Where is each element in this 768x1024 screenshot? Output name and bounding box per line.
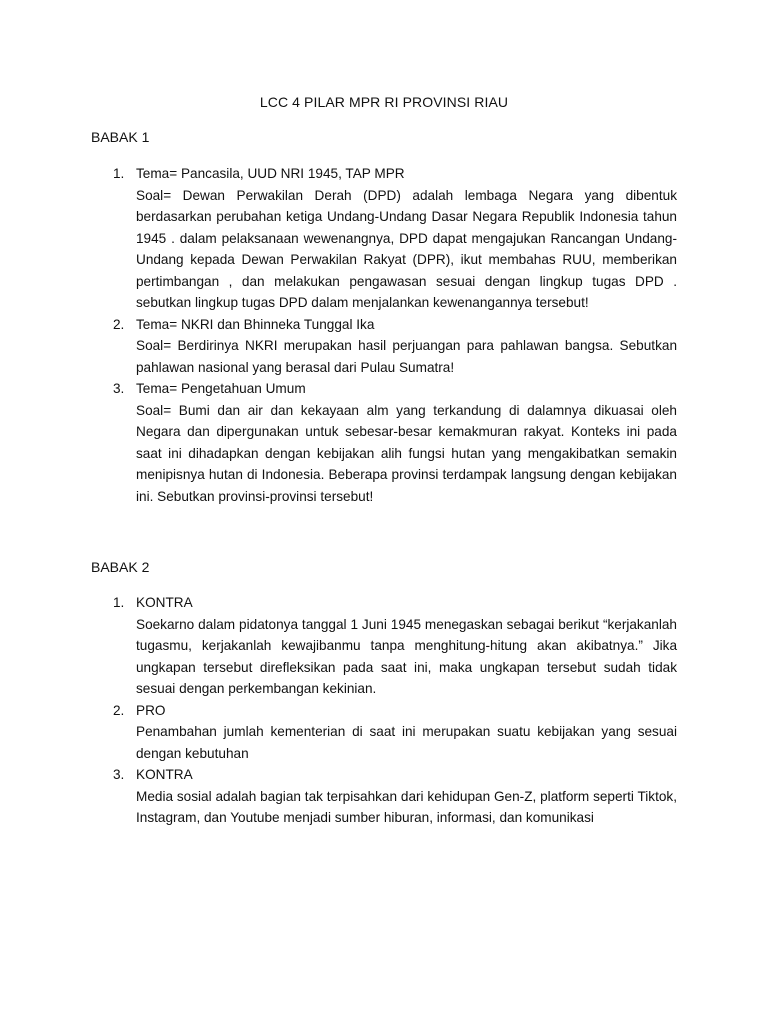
- item-motion: Media sosial adalah bagian tak terpisahkan dari kehidupan Gen-Z, platform seperti Tiktok, Instagram, dan Youtube menjadi sumber hiburan, informasi, dan komunikasi: [136, 788, 677, 825]
- list-item: [91, 163, 677, 314]
- item-position: KONTRA: [136, 767, 193, 782]
- item-theme: Tema= Pancasila, UUD NRI 1945, TAP MPR: [136, 166, 405, 181]
- item-theme: Tema= Pengetahuan Umum: [136, 381, 306, 396]
- item-question: Soal= Berdirinya NKRI merupakan hasil perjuangan para pahlawan bangsa. Sebutkan pahlawan nasional yang berasal dari Pulau Sumatra!: [136, 338, 677, 375]
- section-heading-babak-2: BABAK 2: [91, 559, 150, 575]
- item-number: 2.: [113, 702, 125, 718]
- item-question: Soal= Dewan Perwakilan Derah (DPD) adalah lembaga Negara yang dibentuk berdasarkan perubahan ketiga Undang-Undang Dasar Negara Republik Indonesia tahun 1945 . dalam pelaksanaan wewenangnya, DPD dapat mengajukan Rancangan Undang-Undang kepada Dewan Perwakilan Rakyat (DPR), ikut membahas RUU, memberikan pertimbangan , dan melakukan pengawasan sesuai dengan lingkup tugas DPD . sebutkan lingkup tugas DPD dalam menjalankan kewenangannya tersebut!: [136, 187, 677, 310]
- item-motion: Soekarno dalam pidatonya tanggal 1 Juni 1945 menegaskan sebagai berikut “kerjakanlah tugasmu, kerjakanlah kewajibanmu tanpa menghitung-hitung akan akibatnya.” Jika ungkapan tersebut direfleksikan pada saat ini, maka ungkapan tersebut sudah tidak sesuai dengan perkembangan kekinian.: [136, 616, 677, 696]
- babak-1-question-list: [91, 163, 677, 507]
- list-item: [91, 700, 677, 765]
- item-number: 3.: [113, 767, 125, 782]
- item-number: 1.: [113, 166, 125, 181]
- babak-2-motion-list: [91, 592, 677, 829]
- item-number: 1.: [113, 595, 125, 610]
- item-number: 2.: [113, 316, 125, 332]
- list-item: [91, 592, 677, 700]
- item-number: 3.: [113, 381, 125, 396]
- item-motion: Penambahan jumlah kementerian di saat ini merupakan suatu kebijakan yang sesuai dengan kebutuhan: [136, 724, 677, 761]
- section-heading-babak-1: BABAK 1: [91, 129, 150, 145]
- item-position: KONTRA: [136, 595, 193, 610]
- item-theme: Tema= NKRI dan Bhinneka Tunggal Ika: [136, 316, 375, 332]
- list-item: [91, 378, 677, 507]
- item-position: PRO: [136, 702, 166, 718]
- list-item: [91, 314, 677, 379]
- item-question: Soal= Bumi dan air dan kekayaan alm yang terkandung di dalamnya dikuasai oleh Negara dan dipergunakan untuk sebesar-besar kemakmuran rakyat. Konteks ini pada saat ini dihadapkan dengan kebijakan alih fungsi hutan yang mengakibatkan semakin menipisnya hutan di Indonesia. Beberapa provinsi terdampak langsung dengan kebijakan ini. Sebutkan provinsi-provinsi tersebut!: [136, 402, 677, 504]
- list-item: [91, 764, 677, 829]
- document-title: LCC 4 PILAR MPR RI PROVINSI RIAU: [259, 94, 509, 110]
